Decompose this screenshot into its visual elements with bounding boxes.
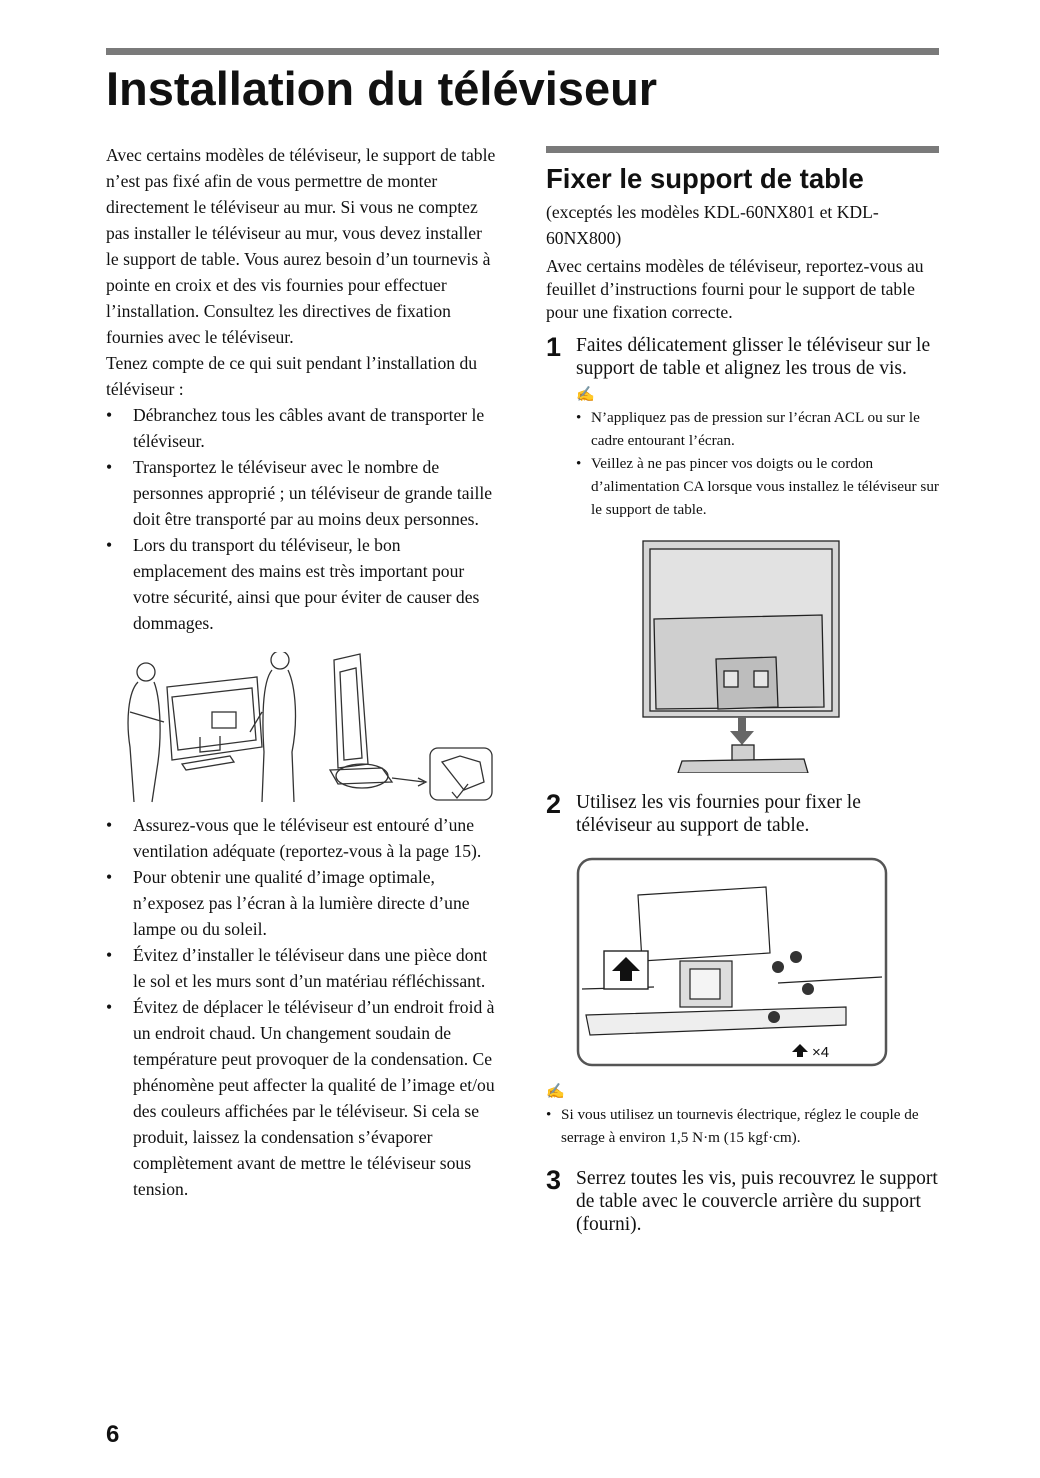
list-item: • Pour obtenir une qualité d’image optimale, n’exposez pas l’écran à la lumière directe d’une lampe ou du soleil. (106, 864, 498, 942)
list-item: • Transportez le téléviseur avec le nombre de personnes approprié ; un téléviseur de grande taille doit être transporté par au moins deux personnes. (106, 454, 498, 532)
intro-paragraph: Avec certains modèles de téléviseur, le support de table n’est pas fixé afin de vous permettre de monter directement le téléviseur au mur. Si vous ne comptez pas installer le téléviseur au mur, vous devez installer le support de table. Vous aurez besoin d’un tournevis à pointe en croix et des vis fournies pour effectuer l’installation. Consultez les directives de fixation fournies avec le téléviseur. (106, 145, 496, 347)
step-2 (546, 791, 939, 837)
section-intro: Avec certains modèles de téléviseur, reportez-vous au feuillet d’instructions fourni pour le support de table pour une fixation correcte. (546, 256, 924, 322)
bullet: • (106, 405, 113, 425)
bullet: • (106, 815, 113, 835)
screw-count-label: ×4 (812, 1044, 830, 1061)
bullet: • (106, 535, 113, 555)
step-text: Serrez toutes les vis, puis recouvrez le support de table avec le couvercle arrière du support (fourni). (576, 1168, 938, 1235)
bullet: • (106, 457, 113, 477)
page-title: Installation du téléviseur (106, 62, 658, 115)
right-column (546, 146, 939, 1236)
page-number: 6 (106, 1421, 120, 1448)
list-item: • Évitez de déplacer le téléviseur d’un endroit froid à un endroit chaud. Un changement soudain de température peut provoquer de la condensation. Ce phénomène peut affecter la qualité de l’image et/ou des couleurs affichées par le téléviseur. Si cela se produit, laissez la condensation s’évaporer complètement avant de mettre le téléviseur sous tension. (106, 994, 498, 1202)
step-3 (546, 1167, 939, 1236)
models-note: (exceptés les modèles KDL-60NX801 et KDL-60NX800) (546, 202, 879, 248)
bullet: • (106, 997, 113, 1017)
section-title: Fixer le support de table (546, 163, 864, 194)
step-text: Faites délicatement glisser le téléviseur sur le support de table et alignez les trous de vis. (576, 335, 931, 379)
note-item: • Veillez à ne pas pincer vos doigts ou le cordon d’alimentation CA lorsque vous installez le téléviseur sur le support de table. (576, 455, 939, 518)
precautions-list-2 (106, 812, 498, 1202)
carrying-tv-illustration (112, 652, 498, 804)
bullet: • (106, 945, 113, 965)
precautions-list-1 (106, 402, 498, 636)
step-number: 1 (546, 332, 562, 362)
note-item: • N’appliquez pas de pression sur l’écran ACL ou sur le cadre entourant l’écran. (576, 409, 920, 449)
list-item: • Assurez-vous que le téléviseur est entouré d’une ventilation adéquate (reportez-vous à la page 15). (106, 812, 498, 864)
step-text: Utilisez les vis fournies pour fixer le téléviseur au support de table. (576, 792, 861, 836)
list-item: • Lors du transport du téléviseur, le bon emplacement des mains est très important pour votre sécurité, ainsi que pour éviter de causer des dommages. (106, 532, 498, 636)
intro-paragraph-2: Tenez compte de ce qui suit pendant l’installation du téléviseur : (106, 353, 478, 399)
list-item: • Débranchez tous les câbles avant de transporter le téléviseur. (106, 402, 498, 454)
bullet: • (106, 867, 113, 887)
step-1 (546, 334, 939, 521)
step-2-notes (546, 1103, 939, 1149)
step-1-notes (576, 406, 939, 521)
note-item: • Si vous utilisez un tournevis électrique, réglez le couple de serrage à environ 1,5 N·m (15 kgf·cm). (546, 1106, 919, 1146)
list-item: • Évitez d’installer le téléviseur dans une pièce dont le sol et les murs sont d’un matériau réfléchissant. (106, 942, 498, 994)
step-number: 3 (546, 1165, 562, 1195)
left-column (106, 142, 498, 1202)
title-rule (106, 48, 939, 55)
screw-fixing-illustration (546, 857, 939, 1069)
tv-onto-stand-illustration (546, 539, 939, 773)
note-icon: ✍ (576, 387, 595, 403)
step-number: 2 (546, 789, 562, 819)
section-rule (546, 146, 939, 153)
note-icon: ✍ (546, 1084, 565, 1100)
